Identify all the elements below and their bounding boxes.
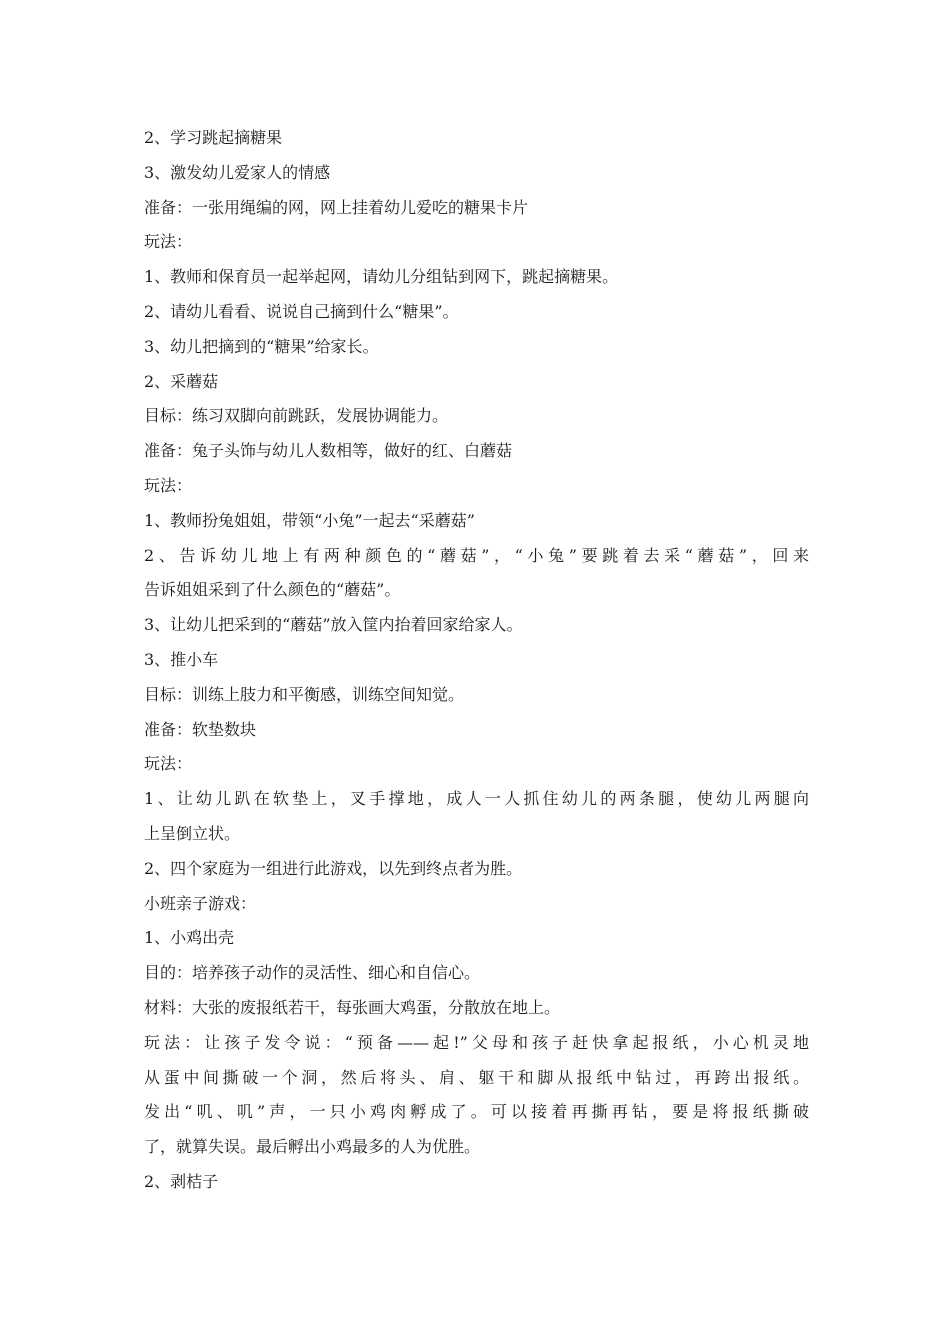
text-line: 1、小鸡出壳	[144, 928, 235, 948]
text-line: 2、请幼儿看看、说说自己摘到什么“糖果”。	[144, 301, 459, 321]
text-line: 准备：一张用绳编的网，网上挂着幼儿爱吃的糖果卡片	[144, 197, 529, 217]
text-line: 材料：大张的废报纸若干，每张画大鸡蛋，分散放在地上。	[144, 997, 561, 1017]
text-line: 准备：软垫数块	[144, 719, 257, 739]
text-line: 从蛋中间撕破一个洞，然后将头、肩、躯干和脚从报纸中钻过，再跨出报纸。	[144, 1067, 809, 1087]
text-line: 2、告诉幼儿地上有两种颜色的“蘑菇”，“小兔”要跳着去采“蘑菇”，回来	[144, 545, 809, 565]
text-line: 告诉姐姐采到了什么颜色的“蘑菇”。	[144, 580, 401, 600]
text-line: 3、推小车	[144, 649, 219, 669]
text-line: 了，就算失误。最后孵出小鸡最多的人为优胜。	[144, 1137, 481, 1157]
text-line: 2、采蘑菇	[144, 371, 219, 391]
text-line: 2、学习跳起摘糖果	[144, 128, 283, 147]
text-line: 目标：训练上肢力和平衡感，训练空间知觉。	[144, 684, 465, 704]
text-line: 1、让幼儿趴在软垫上，叉手撑地，成人一人抓住幼儿的两条腿，使幼儿两腿向	[144, 789, 809, 809]
text-line: 目标：练习双脚向前跳跃，发展协调能力。	[144, 406, 449, 426]
document-body	[144, 121, 809, 1200]
text-line: 3、让幼儿把采到的“蘑菇”放入筐内抬着回家给家人。	[144, 615, 523, 635]
text-line: 上呈倒立状。	[144, 823, 241, 843]
text-line: 1、教师和保育员一起举起网，请幼儿分组钻到网下，跳起摘糖果。	[144, 267, 619, 287]
text-line: 玩法：	[144, 754, 193, 774]
text-line: 3、幼儿把摘到的“糖果”给家长。	[144, 336, 379, 356]
text-line: 小班亲子游戏：	[144, 893, 257, 913]
text-line: 准备：兔子头饰与幼儿人数相等，做好的红、白蘑菇	[144, 441, 513, 461]
text-line: 玩法：	[144, 475, 193, 495]
text-line: 发出“叽、叽”声，一只小鸡肉孵成了。可以接着再撕再钻，要是将报纸撕破	[144, 1102, 809, 1122]
text-line: 2、四个家庭为一组进行此游戏，以先到终点者为胜。	[144, 858, 523, 878]
text-line: 3、激发幼儿爱家人的情感	[144, 162, 331, 182]
text-line: 2、剥桔子	[144, 1171, 219, 1191]
text-line: 玩法：让孩子发令说：“预备——起!”父母和孩子赶快拿起报纸，小心机灵地	[144, 1032, 809, 1052]
text-line: 目的：培养孩子动作的灵活性、细心和自信心。	[144, 963, 481, 983]
text-line: 1、教师扮兔姐姐，带领“小兔”一起去“采蘑菇”	[144, 510, 475, 530]
text-line: 玩法：	[144, 232, 193, 252]
